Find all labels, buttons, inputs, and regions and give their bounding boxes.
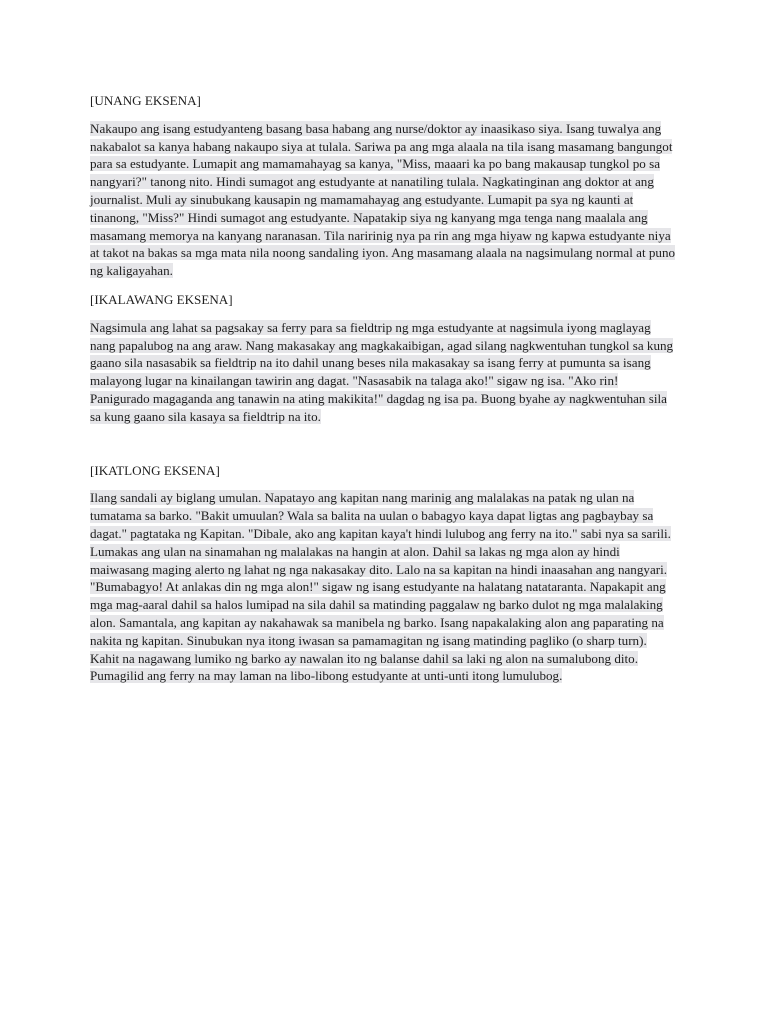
scene-2-heading-text: [IKALAWANG EKSENA] bbox=[90, 291, 233, 307]
scene-3-heading-text: [IKATLONG EKSENA] bbox=[90, 462, 220, 478]
scene-1-paragraph bbox=[90, 120, 678, 280]
scene-2-paragraph bbox=[90, 319, 678, 426]
scene-3-paragraph-text: Ilang sandali ay biglang umulan. Napatayo ang kapitan nang marinig ang malalakas na patak ng ulan na tumatama sa barko. "Bakit umuulan? Wala sa balita na uulan o babagyo kaya dapat ligtas ang pagbaybay sa dagat." pagtataka ng Kapitan. "Dibale, ako ang kapitan kaya't hindi lulubog ang ferry na ito." sabi nya sa sarili. Lumakas ang ulan na sinamahan ng malalakas na hangin at alon. Dahil sa lakas ng mga alon ay hindi maiwasang maging alerto ng lahat ng nga nakasakay dito. Lalo na sa kapitan na hindi inaasahan ang nangyari. "Bumabagyo! At anlakas din ng mga alon!" sigaw ng isang estudyante na halatang natataranta. Napakapit ang mga mag-aaral dahil sa halos lumipad na sila dahil sa matinding paggalaw ng barko dulot ng mga malalaking alon. Samantala, ang kapitan ay nakahawak sa manibela ng barko. Isang napakalaking alon ang paparating na nakita ng kapitan. Sinubukan nya itong iwasan sa pamamagitan ng isang matinding pagliko (o sharp turn). Kahit na nagawang lumiko ng barko ay nawalan ito ng balanse dahil sa laki ng alon na sumalubong dito. Pumagilid ang ferry na may laman na libo-libong estudyante at unti-unti itong lumulubog. bbox=[90, 490, 671, 684]
scene-3-paragraph bbox=[90, 489, 678, 685]
scene-3-heading bbox=[90, 462, 678, 480]
scene-1-heading bbox=[90, 92, 678, 110]
document-content bbox=[90, 92, 678, 685]
scene-1-heading-text: [UNANG EKSENA] bbox=[90, 93, 201, 108]
scene-2-paragraph-text: Nagsimula ang lahat sa pagsakay sa ferry para sa fieldtrip ng mga estudyante at nagsimula iyong maglayag nang papalubog na ang araw. Nang makasakay ang magkakaibigan, agad silang nagkwentuhan tungkol sa kung gaano sila nasasabik sa fieldtrip na ito dahil unang beses nila makasakay sa isang ferry at pumunta sa isang malayong lugar na kinailangan tawirin ang dagat. "Nasasabik na talaga ako!" sigaw ng isa. "Ako rin! Panigurado magaganda ang tanawin na ating makikita!" dagdag ng isa pa. Buong byahe ay nagkwentuhan sila sa kung gaano sila kasaya sa fieldtrip na ito. bbox=[90, 319, 674, 424]
scene-2-heading bbox=[90, 291, 678, 309]
scene-1-paragraph-text: Nakaupo ang isang estudyanteng basang basa habang ang nurse/doktor ay inaasikaso siya. Isang tuwalya ang nakabalot sa kanya habang nakaupo siya at tulala. Sariwa pa ang mga alaala na tila isang masamang bangungot para sa estudyante. Lumapit ang mamamahayag sa kanya, "Miss, maaari ka po bang makausap tungkol po sa nangyari?" tanong nito. Hindi sumagot ang estudyante at nanatiling tulala. Nagkatinginan ang doktor at ang journalist. Muli ay sinubukang kausapin ng mamamahayag ang estudyante. Lumapit pa sya ng kaunti at tinanong, "Miss?" Hindi sumagot ang estudyante. Napatakip siya ng kanyang mga tenga nang maalala ang masamang memorya na kanyang naranasan. Tila naririnig nya pa rin ang mga hiyaw ng kapwa estudyante niya at takot na bakas sa mga mata nila noong sandaling iyon. Ang masamang alaala na nagsimulang normal at puno ng kaligayahan. bbox=[90, 120, 676, 279]
